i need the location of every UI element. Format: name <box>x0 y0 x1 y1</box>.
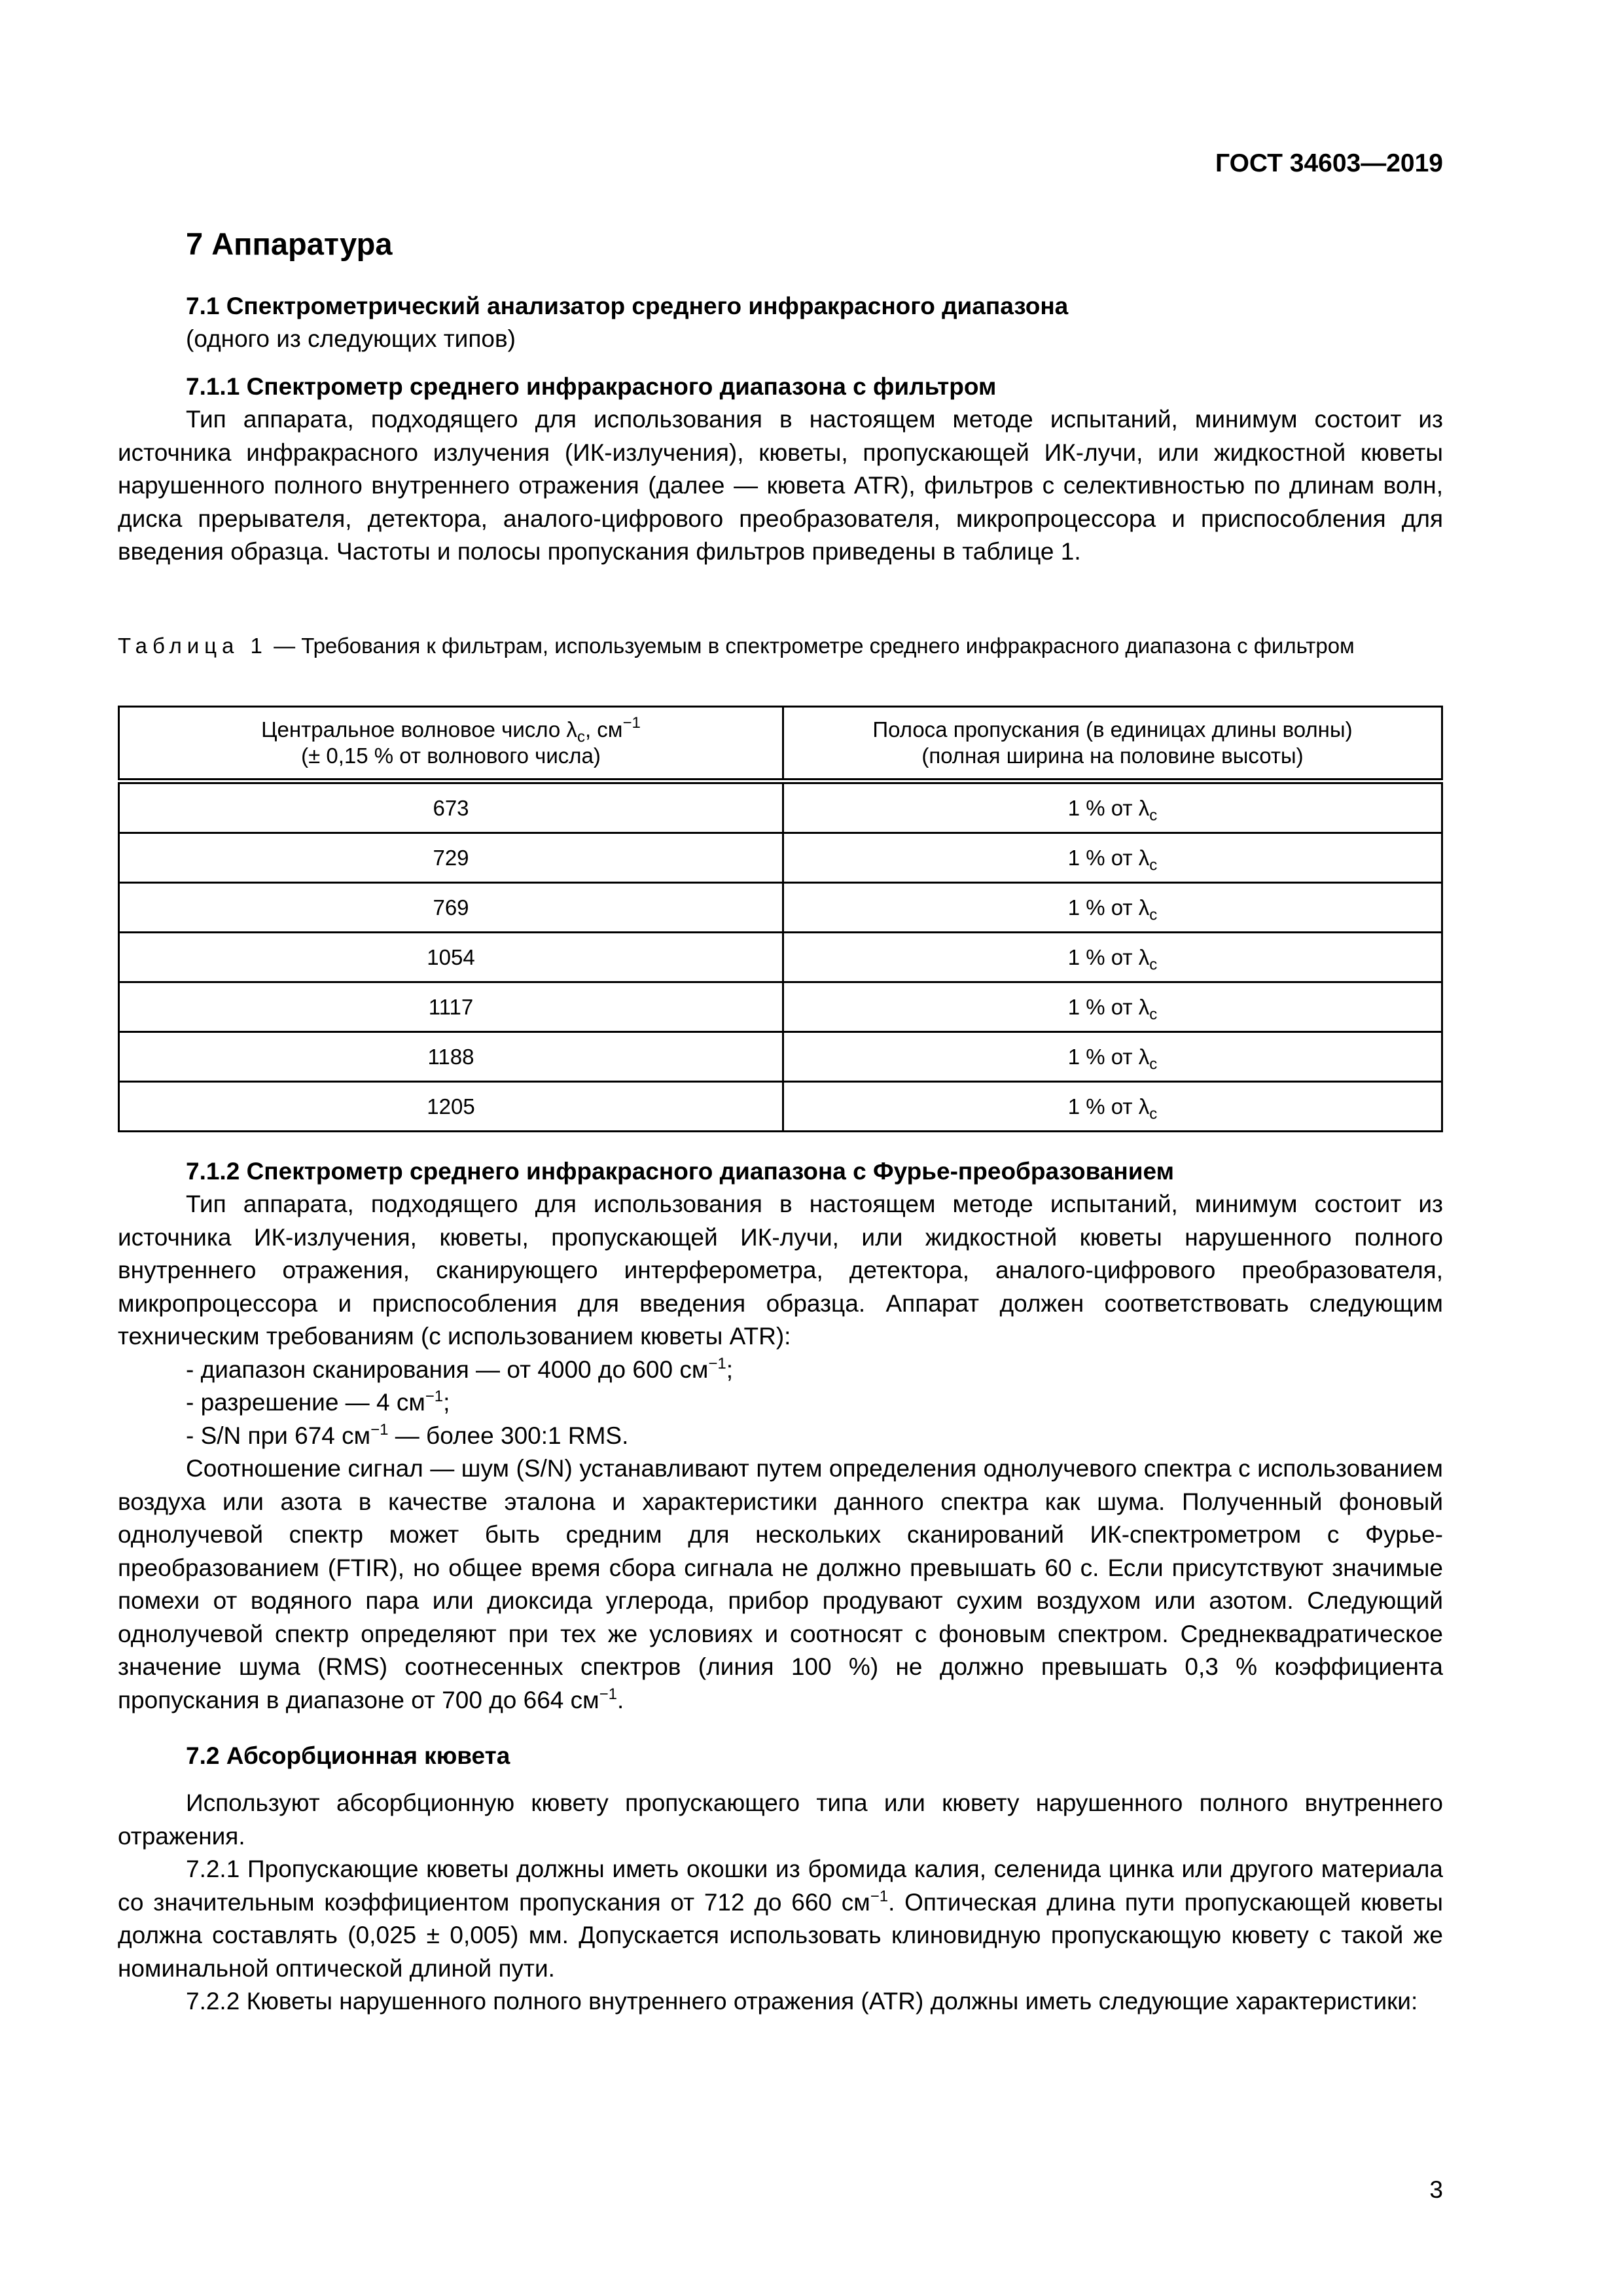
subsection-title: 7.1 Спектрометрический анализатор среднего инфракрасного диапазона <box>186 293 1069 319</box>
table-row <box>119 883 1442 933</box>
table-row <box>119 1032 1442 1082</box>
paragraph: Используют абсорбционную кювету пропускающего типа или кювету нарушенного полного внутреннего отражения. <box>118 1789 1443 1850</box>
subsection-title: 7.1.2 Спектрометр среднего инфракрасного диапазона с Фурье-преобразованием <box>186 1158 1174 1185</box>
wavenumber-cell: 1054 <box>119 933 783 982</box>
table-row <box>119 833 1442 883</box>
document-id: ГОСТ 34603—2019 <box>1215 149 1443 177</box>
section-7-1 <box>118 290 1443 356</box>
bandwidth-cell: 1 % от $\lambda_c$ <box>783 933 1442 982</box>
bandwidth-cell: 1 % от $\lambda_c$ <box>783 982 1442 1032</box>
table-row <box>119 781 1442 833</box>
table-row <box>119 1082 1442 1132</box>
bandwidth-cell: 1 % от $\lambda_c$ <box>783 1032 1442 1082</box>
wavenumber-cell: 1188 <box>119 1032 783 1082</box>
list-item: - диапазон сканирования — от 4000 до 600 $см^{-1}$; <box>186 1354 733 1383</box>
wavenumber-cell: 769 <box>119 883 783 933</box>
page-number: 3 <box>1429 2176 1443 2203</box>
bandwidth-cell: 1 % от $\lambda_c$ <box>783 833 1442 883</box>
table-row <box>119 982 1442 1032</box>
table-caption <box>118 630 1443 662</box>
wavenumber-cell: 729 <box>119 833 783 883</box>
paragraph: 7.2.2 Кюветы нарушенного полного внутреннего отражения (ATR) должны иметь следующие характеристики: <box>186 1988 1418 2015</box>
bandwidth-cell: 1 % от $\lambda_c$ <box>783 781 1442 833</box>
paragraph: Тип аппарата, подходящего для использования в настоящем методе испытаний, минимум состоит из источника инфракрасного излучения (ИК-излучения), кюветы, пропускающей ИК-лучи, или жидкостной кюветы нарушенного полного внутреннего отражения (далее — кювета ATR), фильтров с селективностью по длинам волн, диска прерывателя, детектора, аналого-цифрового преобразователя, микропроцессора и приспособления для введения образца. Частоты и полосы пропускания фильтров приведены в таблице 1. <box>118 406 1443 565</box>
paragraph: 7.2.1 Пропускающие кюветы должны иметь окошки из бромида калия, селенида цинка или другого материала со значительным коэффициентом пропускания от 712 до 660 $см^{-1}$. Оптическая длина пути пропускающей кюветы должна составлять (0,025 ± 0,005) мм. Допускается использовать клиновидную пропускающую кювету с такой же номинальной оптической длиной пути. <box>118 1856 1443 1982</box>
column-header-wavenumber: Центральное волновое число $\lambda_c$, $см^{-1}$ (± 0,15 % от волнового числа) <box>119 707 783 781</box>
column-header-bandwidth: Полоса пропускания (в единицах длины волны) (полная ширина на половине высоты) <box>783 707 1442 781</box>
paragraph: Тип аппарата, подходящего для использования в настоящем методе испытаний, минимум состоит из источника ИК-излучения, кюветы, пропускающей ИК-лучи, или жидкостной кюветы нарушенного полного внутреннего отражения, сканирующего интерферометра, детектора, аналого-цифрового преобразователя, микропроцессора и приспособления для введения образца. Аппарат должен соответствовать следующим техническим требованиям (с использованием кюветы ATR): <box>118 1191 1443 1350</box>
subsection-title: 7.1.1 Спектрометр среднего инфракрасного диапазона с фильтром <box>186 373 997 400</box>
section-7-1-1 <box>118 370 1443 569</box>
filter-table <box>118 706 1443 1132</box>
section-7-1-2 <box>118 1155 1443 1717</box>
wavenumber-cell: 673 <box>119 781 783 833</box>
list-item: - S/N при 674 $см^{-1}$ — более 300:1 RMS. <box>186 1420 629 1449</box>
section-7-2 <box>118 1740 1443 2018</box>
list-item: - разрешение — 4 $см^{-1}$; <box>186 1388 450 1416</box>
table-label: Таблица 1 <box>118 634 268 658</box>
table-row <box>119 933 1442 982</box>
bandwidth-cell: 1 % от $\lambda_c$ <box>783 1082 1442 1132</box>
subsection-subtitle: (одного из следующих типов) <box>186 325 516 352</box>
bandwidth-cell: 1 % от $\lambda_c$ <box>783 883 1442 933</box>
table-caption-text: — Требования к фильтрам, используемым в спектрометре среднего инфракрасного диапазона с фильтром <box>267 634 1355 658</box>
wavenumber-cell: 1117 <box>119 982 783 1032</box>
wavenumber-cell: 1205 <box>119 1082 783 1132</box>
section-title: 7 Аппаратура <box>186 226 393 261</box>
subsection-title: 7.2 Абсорбционная кювета <box>186 1742 510 1769</box>
paragraph: Соотношение сигнал — шум (S/N) устанавливают путем определения однолучевого спектра с использованием воздуха или азота в качестве эталона и характеристики данного спектра как шума. Полученный фоновый однолучевой спектр может быть средним для нескольких сканирований ИК-спектрометром с Фурье-преобразованием (FTIR), но общее время сбора сигнала не должно превышать 60 с. Если присутствуют значимые помехи от водяного пара или диоксида углерода, прибор продувают сухим воздухом или азотом. Следующий однолучевой спектр определяют при тех же условиях и соотносят с фоновым спектром. Среднеквадратическое значение шума (RMS) соотнесенных спектров (линия 100 %) не должно превышать 0,3 % коэффициента пропускания в диапазоне от 700 до 664 $см^{-1}$. <box>118 1455 1443 1713</box>
